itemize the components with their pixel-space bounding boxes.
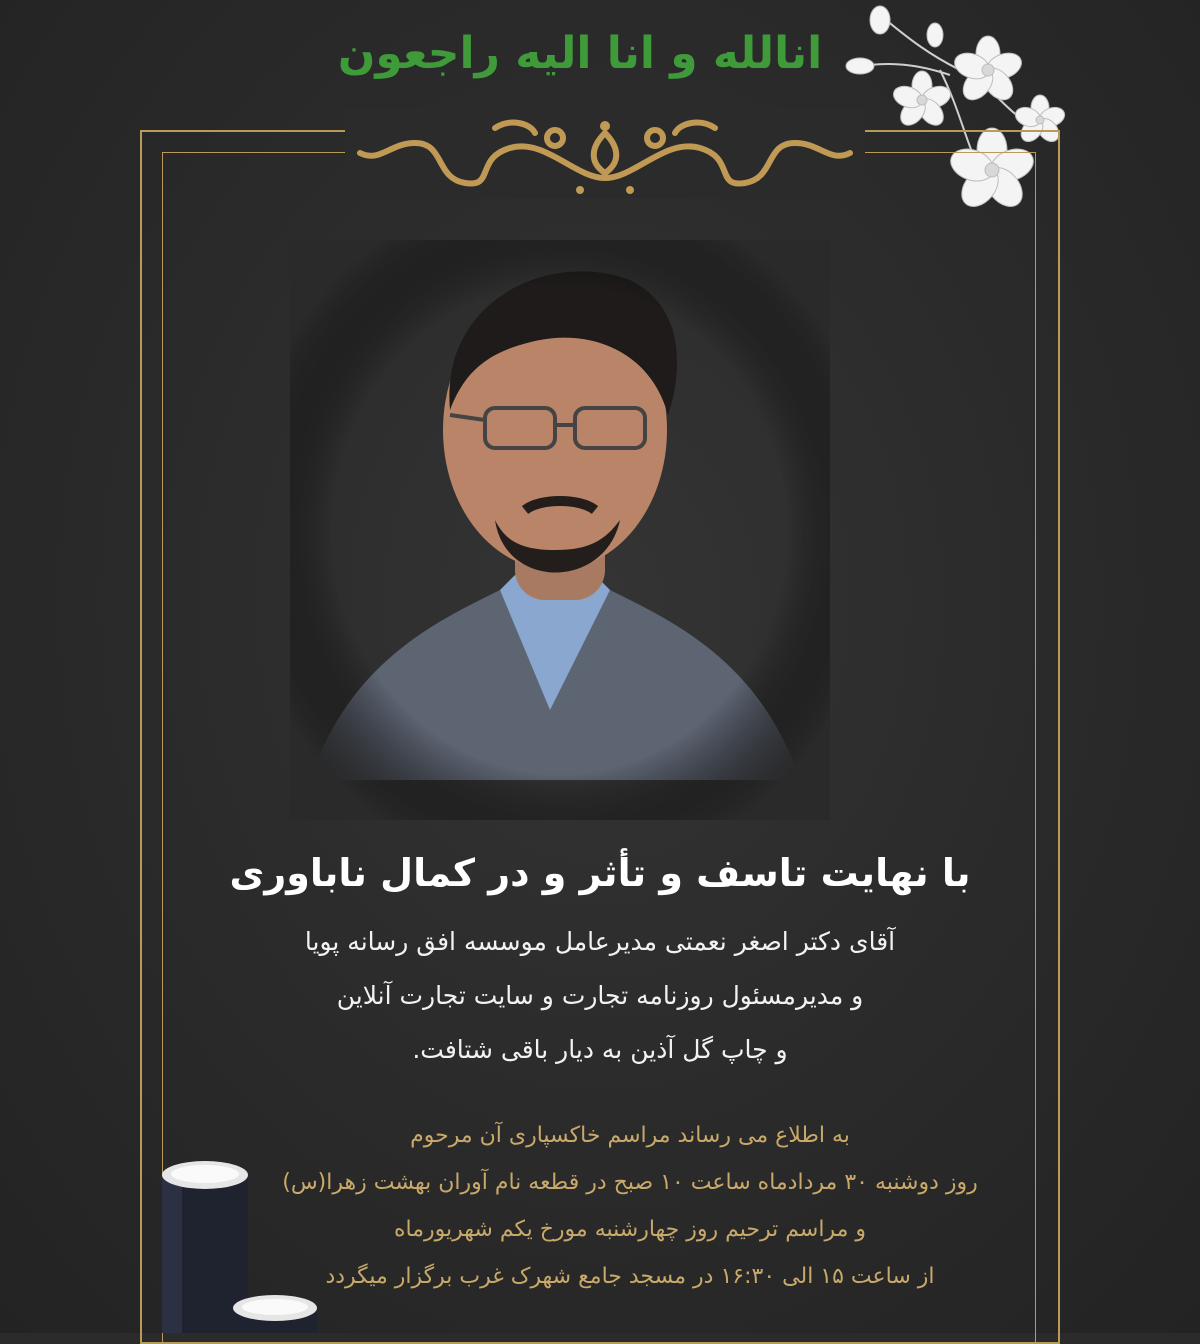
ceremony-line: روز دوشنبه ۳۰ مردادماه ساعت ۱۰ صبح در قطعه نام آوران بهشت زهرا(س) bbox=[282, 1170, 978, 1195]
announcement-line: آقای دکتر اصغر نعمتی مدیرعامل موسسه افق رسانه پویا bbox=[304, 927, 896, 956]
ceremony-line: و مراسم ترحیم روز چهارشنبه مورخ یکم شهریورماه bbox=[393, 1217, 866, 1242]
ceremony-line: به اطلاع می رساند مراسم خاکسپاری آن مرحوم bbox=[410, 1123, 850, 1148]
announcement-text bbox=[180, 915, 1020, 1077]
announcement-line: و چاپ گل آذین به دیار باقی شتافت. bbox=[412, 1035, 788, 1064]
announcement-line: و مدیرمسئول روزنامه تجارت و سایت تجارت آنلاین bbox=[336, 981, 864, 1010]
headline: با نهایت تاسف و تأثر و در کمال ناباوری bbox=[229, 851, 971, 895]
gold-ornament bbox=[345, 108, 865, 198]
ceremony-text bbox=[230, 1112, 1030, 1300]
quran-verse: انالله و انا الیه راجعون bbox=[337, 27, 823, 79]
portrait-photo bbox=[290, 240, 830, 820]
candle-icon bbox=[225, 1290, 325, 1333]
ceremony-line: از ساعت ۱۵ الی ۱۶:۳۰ در مسجد جامع شهرک غرب برگزار میگردد bbox=[325, 1264, 935, 1289]
